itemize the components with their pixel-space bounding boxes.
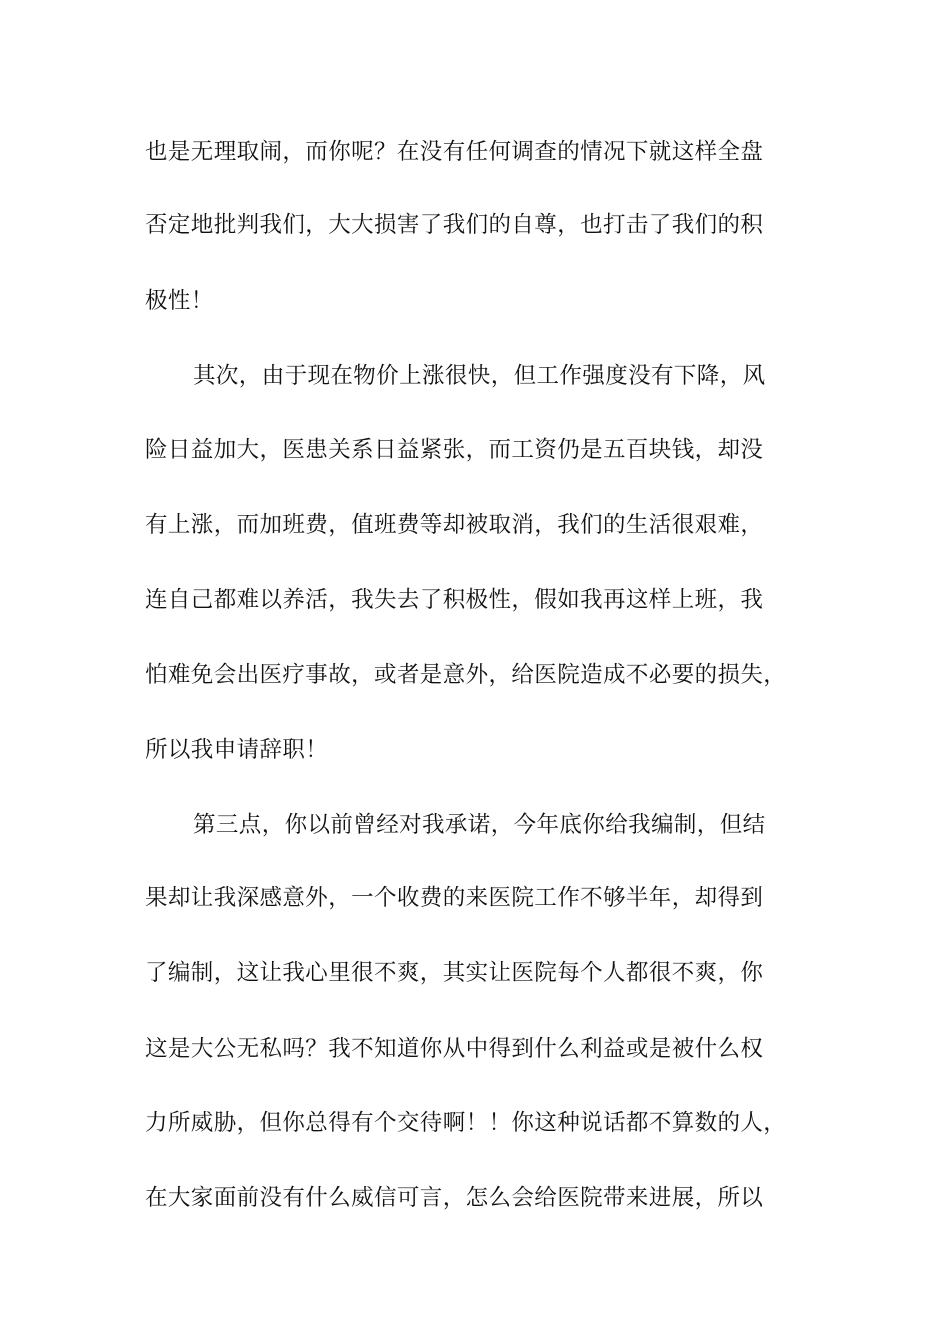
text-line: 有上涨，而加班费，值班费等却被取消，我们的生活很艰难，: [145, 512, 764, 538]
text-line: 险日益加大，医患关系日益紧张，而工资仍是五百块钱，却没: [145, 437, 764, 463]
text-line: 极性！: [145, 288, 214, 314]
paragraph-first-line: 其次，由于现在物价上涨很快，但工作强度没有下降，风: [193, 363, 766, 389]
text-line: 在大家面前没有什么威信可言，怎么会给医院带来进展，所以: [145, 1185, 764, 1211]
text-line: 否定地批判我们，大大损害了我们的自尊，也打击了我们的积: [145, 212, 764, 238]
text-line: 怕难免会出医疗事故，或者是意外，给医院造成不必要的损失，: [145, 662, 787, 688]
text-line: 也是无理取闹，而你呢？在没有任何调查的情况下就这样全盘: [145, 139, 764, 165]
text-line: 连自己都难以养活，我失去了积极性，假如我再这样上班，我: [145, 587, 764, 613]
text-line: 力所威胁，但你总得有个交待啊！！你这种说话都不算数的人，: [145, 1110, 787, 1136]
text-line: 果却让我深感意外，一个收费的来医院工作不够半年，却得到: [145, 885, 764, 911]
text-line: 所以我申请辞职！: [145, 737, 329, 763]
paragraph-first-line: 第三点，你以前曾经对我承诺，今年底你给我编制，但结: [193, 812, 766, 838]
text-line: 这是大公无私吗？我不知道你从中得到什么利益或是被什么权: [145, 1036, 764, 1062]
text-line: 了编制，这让我心里很不爽，其实让医院每个人都很不爽，你: [145, 960, 764, 986]
